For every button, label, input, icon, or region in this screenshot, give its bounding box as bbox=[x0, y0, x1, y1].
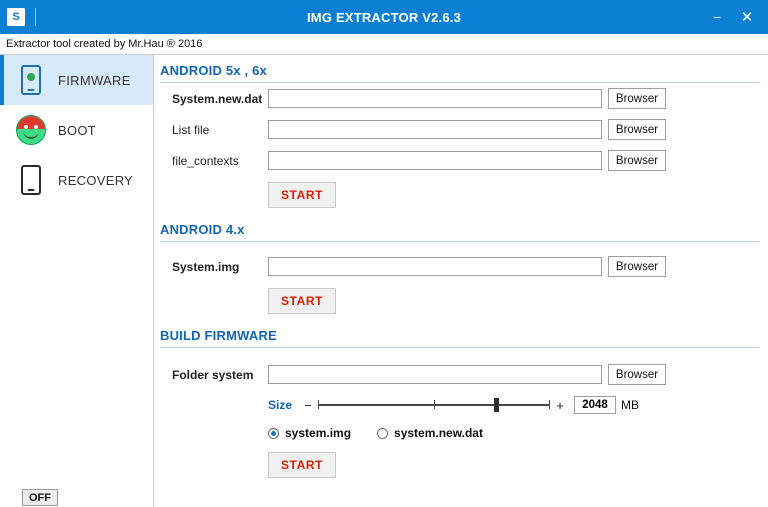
window-title: IMG EXTRACTOR V2.6.3 bbox=[306, 9, 461, 25]
browse-button-folder-system[interactable]: Browser bbox=[608, 364, 666, 385]
folder-system-input[interactable] bbox=[268, 365, 602, 384]
app-icon: S bbox=[7, 8, 25, 26]
field-label: System.new.dat bbox=[172, 91, 263, 106]
sidebar bbox=[0, 55, 154, 507]
size-slider-row bbox=[154, 390, 768, 420]
start-row-build bbox=[154, 446, 768, 484]
size-slider[interactable] bbox=[318, 397, 550, 413]
browse-button-file-contexts[interactable]: Browser bbox=[608, 150, 666, 171]
slider-tick bbox=[318, 400, 319, 409]
main-body bbox=[0, 55, 768, 507]
size-label: Size bbox=[268, 398, 293, 412]
browse-button-list-file[interactable]: Browser bbox=[608, 119, 666, 140]
sidebar-item-recovery[interactable] bbox=[0, 155, 153, 205]
file-contexts-input[interactable] bbox=[268, 151, 602, 170]
start-row-android4x bbox=[154, 282, 768, 320]
size-increase-button[interactable]: + bbox=[556, 397, 564, 413]
titlebar-divider bbox=[35, 8, 36, 26]
close-button[interactable]: ✕ bbox=[740, 9, 754, 26]
radio-circle-icon bbox=[377, 428, 388, 439]
minimize-button[interactable]: − bbox=[712, 9, 722, 25]
radio-circle-icon bbox=[268, 428, 279, 439]
browse-button-system-img[interactable]: Browser bbox=[608, 256, 666, 277]
credit-text: Extractor tool created by Mr.Hau ® 2016 bbox=[6, 38, 203, 50]
field-row-system-img bbox=[154, 242, 768, 282]
field-row-file-contexts bbox=[154, 145, 768, 176]
section-title-android4x: ANDROID 4.x bbox=[160, 222, 245, 237]
sidebar-item-label: BOOT bbox=[58, 122, 97, 138]
section-title-build-firmware: BUILD FIRMWARE bbox=[160, 328, 277, 343]
output-format-row bbox=[154, 420, 768, 446]
output-format-group bbox=[268, 426, 509, 440]
system-new-dat-input[interactable] bbox=[268, 89, 602, 108]
radio-label: system.new.dat bbox=[394, 426, 483, 440]
start-button-build[interactable]: START bbox=[268, 452, 336, 478]
browse-button-system-new-dat[interactable]: Browser bbox=[608, 88, 666, 109]
phone-green-dot-icon bbox=[14, 63, 48, 97]
sidebar-item-boot[interactable] bbox=[0, 105, 153, 155]
size-decrease-button[interactable]: − bbox=[304, 397, 312, 413]
size-unit-label: MB bbox=[621, 398, 640, 412]
sidebar-item-firmware[interactable] bbox=[0, 55, 153, 105]
field-row-list-file bbox=[154, 114, 768, 145]
window-controls bbox=[702, 0, 768, 34]
slider-tick bbox=[434, 400, 435, 409]
start-button-android5x[interactable]: START bbox=[268, 182, 336, 208]
sidebar-item-label: FIRMWARE bbox=[58, 72, 131, 88]
field-row-folder-system bbox=[154, 348, 768, 390]
field-label: System.img bbox=[172, 259, 240, 274]
field-row-system-new-dat bbox=[154, 83, 768, 114]
field-label: Folder system bbox=[172, 367, 254, 382]
radio-system-new-dat[interactable] bbox=[377, 426, 483, 440]
status-badge-off[interactable]: OFF bbox=[22, 489, 58, 506]
title-bar bbox=[0, 0, 768, 34]
start-button-android4x[interactable]: START bbox=[268, 288, 336, 314]
field-label: List file bbox=[172, 122, 210, 137]
section-title-android5x: ANDROID 5x , 6x bbox=[160, 63, 268, 78]
system-img-input[interactable] bbox=[268, 257, 602, 276]
content-panel bbox=[154, 55, 768, 507]
credit-bar bbox=[0, 34, 768, 55]
phone-icon bbox=[14, 163, 48, 197]
list-file-input[interactable] bbox=[268, 120, 602, 139]
slider-tick bbox=[549, 400, 550, 409]
field-label: file_contexts bbox=[172, 153, 239, 168]
radio-label: system.img bbox=[285, 426, 352, 440]
start-row-android5x bbox=[154, 176, 768, 214]
radio-system-img[interactable] bbox=[268, 426, 351, 440]
sidebar-item-label: RECOVERY bbox=[58, 172, 134, 188]
android-head-icon bbox=[14, 113, 48, 147]
slider-thumb[interactable] bbox=[494, 398, 499, 412]
size-value-input[interactable]: 2048 bbox=[574, 396, 616, 414]
